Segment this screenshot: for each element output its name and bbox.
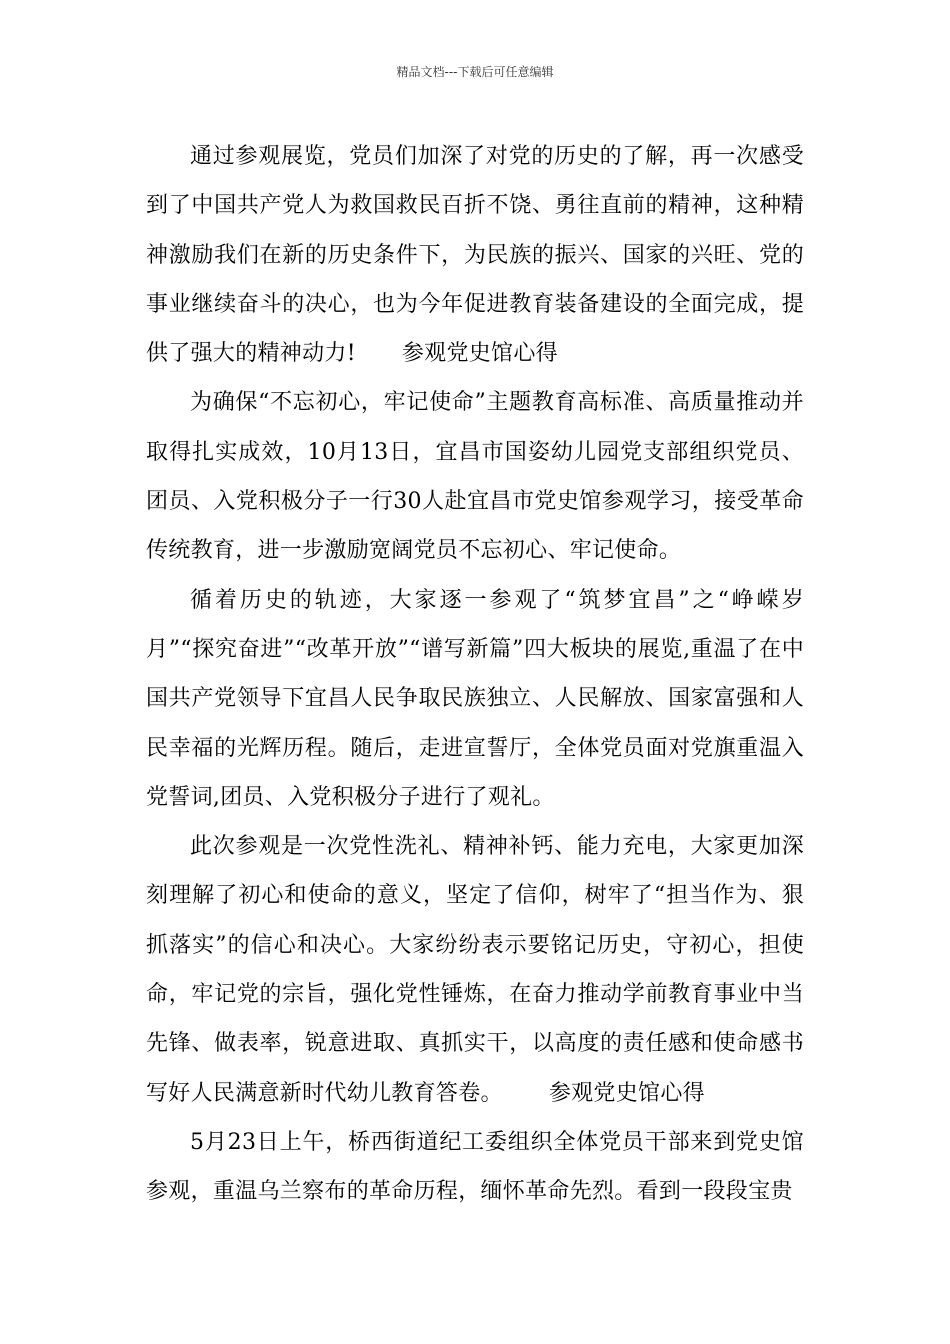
paragraph-4-text: 此次参观是一次党性洗礼、精神补钙、能力充电，大家更加深刻理解了初心和使命的意义，坚定了信仰，树牢了“担当作为、狠抓落实”的信心和决心。大家纷纷表示要铭记历史，守初心，担使命，牢记党的宗旨，强化党性锤炼，在奋力推动学前教育事业中当先锋、做表率，锐意进取、真抓实干，以高度的责任感和使命感书写好人民满意新时代幼儿教育答卷。 (146, 834, 804, 1106)
paragraph-3 (146, 576, 804, 822)
paragraph-4 (146, 822, 804, 1118)
document-body (146, 132, 804, 1217)
paragraph-5 (146, 1118, 804, 1217)
section-heading-2: 参观党史馆心得 (548, 1080, 705, 1106)
page-header: 精品文档---下载后可任意编辑 (396, 65, 554, 79)
section-heading-1: 参观党史馆心得 (401, 341, 558, 367)
paragraph-3-text: 循着历史的轨迹，大家逐一参观了“筑梦宜昌”之“峥嵘岁月”“探究奋进”“改革开放”“谱写新篇”四大板块的展览,重温了在中国共产党领导下宜昌人民争取民族独立、人民解放、国家富强和人民幸福的光辉历程。随后，走进宣誓厅，全体党员面对党旗重温入党誓词,团员、入党积极分子进行了观礼。 (146, 587, 804, 810)
paragraph-5-text: 5月23日上午，桥西街道纪工委组织全体党员干部来到党史馆参观，重温乌兰察布的革命历程，缅怀革命先烈。看到一段段宝贵 (146, 1129, 804, 1205)
paragraph-1-text: 通过参观展览，党员们加深了对党的历史的了解，再一次感受到了中国共产党人为救国救民百折不饶、勇往直前的精神，这种精神激励我们在新的历史条件下，为民族的振兴、国家的兴旺、党的事业继续奋斗的决心，也为今年促进教育装备建设的全面完成，提供了强大的精神动力! (146, 144, 804, 367)
paragraph-1 (146, 132, 804, 378)
paragraph-2-text: 为确保“不忘初心，牢记使命”主题教育高标准、高质量推动并取得扎实成效，10月13日，宜昌市国姿幼儿园党支部组织党员、团员、入党积极分子一行30人赴宜昌市党史馆参观学习，接受革命传统教育，进一步激励宽阔党员不忘初心、牢记使命。 (146, 390, 804, 564)
paragraph-2 (146, 378, 804, 575)
